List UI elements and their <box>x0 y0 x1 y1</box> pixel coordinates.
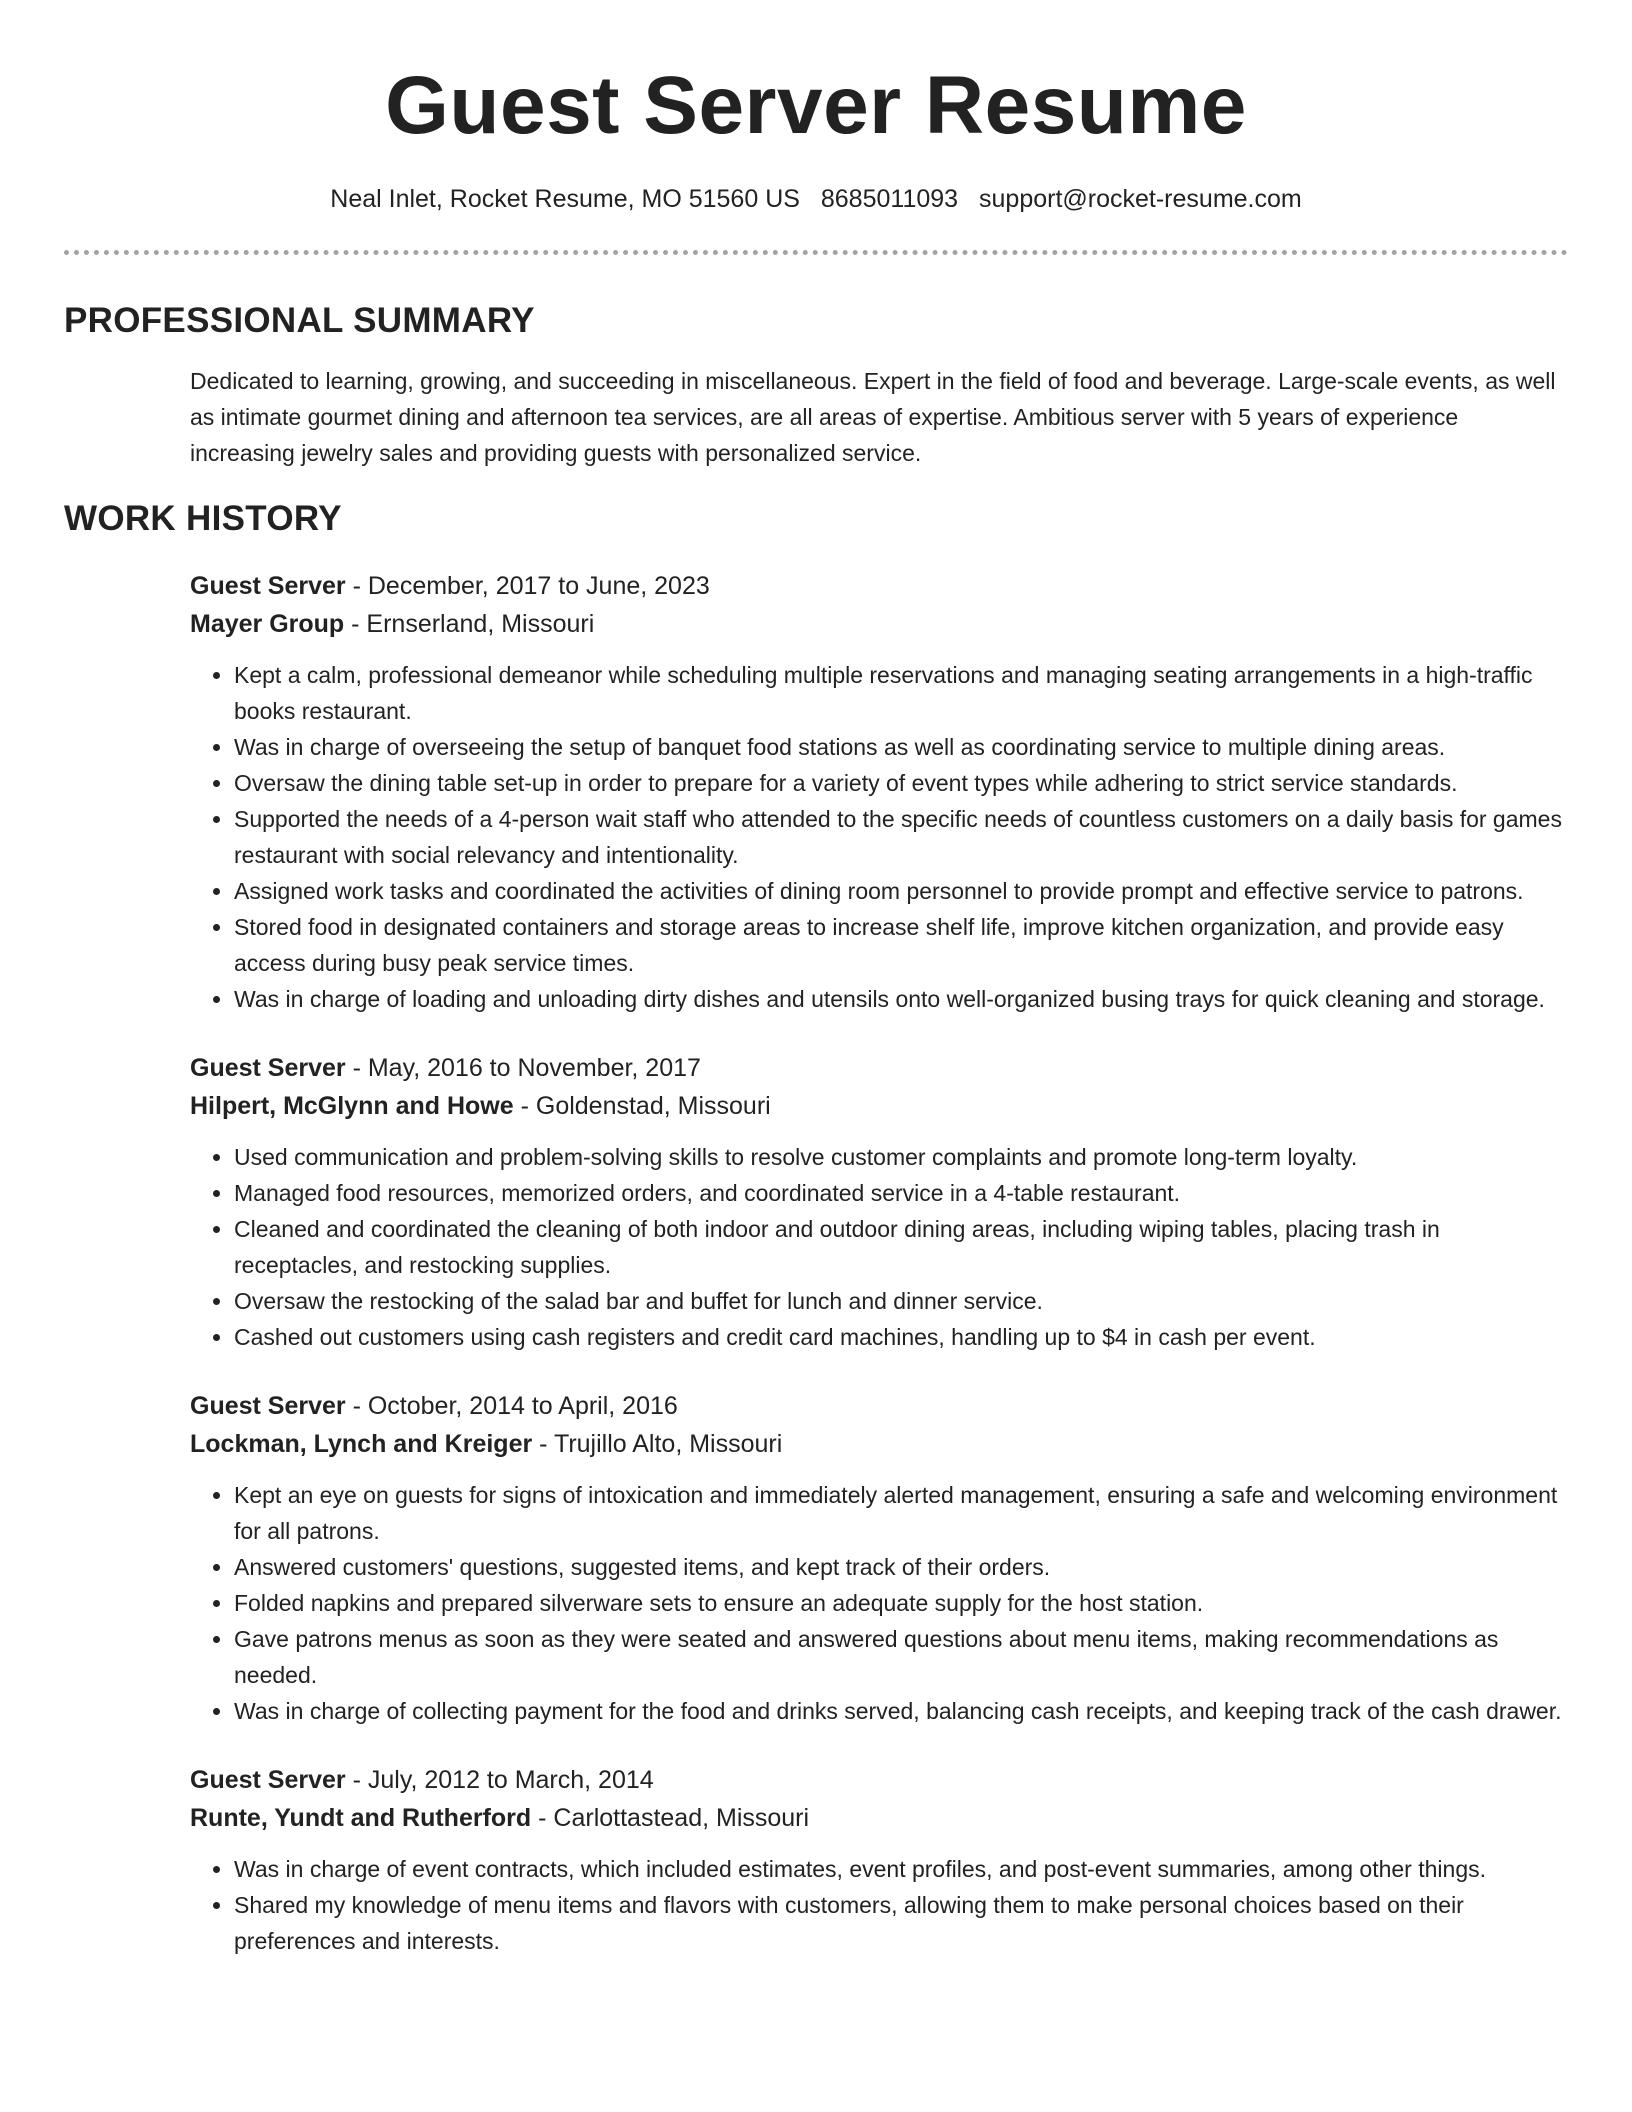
summary-text: Dedicated to learning, growing, and succeeding in miscellaneous. Expert in the field of food and beverage. Large-scale events, as well as intimate gourmet dining and afternoon tea services, are all areas of expertise. Ambitious server with 5 years of experience increasing jewelry sales and providing guests with personalized service. <box>190 368 1556 466</box>
job-title: Guest Server <box>190 572 346 600</box>
job-bullet: • Kept an eye on guests for signs of intoxication and immediately alerted management, ensuring a safe and welcoming environment for all patrons. <box>234 1477 1568 1549</box>
job-bullet: • Kept a calm, professional demeanor while scheduling multiple reservations and managing seating arrangements in a high-traffic books restaurant. <box>234 657 1568 729</box>
job-bullet: • Supported the needs of a 4-person wait staff who attended to the specific needs of countless customers on a daily basis for games restaurant with social relevancy and intentionality. <box>234 801 1568 873</box>
job-company-line <box>190 1087 1568 1125</box>
job-company: Mayer Group <box>190 610 345 638</box>
job-entry <box>190 567 1568 1017</box>
job-entry <box>190 1761 1568 1959</box>
job-company-line <box>190 1425 1568 1463</box>
job-dates: - July, 2012 to March, 2014 <box>345 1766 654 1794</box>
job-company: Hilpert, McGlynn and Howe <box>190 1092 514 1120</box>
job-company: Lockman, Lynch and Kreiger <box>190 1430 533 1458</box>
work-history-heading: WORK HISTORY <box>64 499 342 538</box>
job-bullet: • Oversaw the dining table set-up in order to prepare for a variety of event types while adhering to strict service standards. <box>234 765 1568 801</box>
summary-heading: PROFESSIONAL SUMMARY <box>64 301 535 340</box>
job-title: Guest Server <box>190 1392 346 1420</box>
job-bullet: • Used communication and problem-solving skills to resolve customer complaints and promote long-term loyalty. <box>234 1139 1568 1175</box>
job-bullet: • Was in charge of overseeing the setup of banquet food stations as well as coordinating service to multiple dining areas. <box>234 729 1568 765</box>
job-dates: - December, 2017 to June, 2023 <box>345 572 710 600</box>
job-company-line <box>190 1799 1568 1837</box>
job-bullets <box>190 1477 1568 1729</box>
job-bullet: • Was in charge of loading and unloading dirty dishes and utensils onto well-organized busing trays for quick cleaning and storage. <box>234 981 1568 1017</box>
job-bullet: • Shared my knowledge of menu items and flavors with customers, allowing them to make personal choices based on their preferences and interests. <box>234 1887 1568 1959</box>
job-bullet: • Was in charge of event contracts, which included estimates, event profiles, and post-event summaries, among other things. <box>234 1851 1568 1887</box>
job-title-line <box>190 567 1568 605</box>
job-dates: - May, 2016 to November, 2017 <box>345 1054 701 1082</box>
job-title-line <box>190 1049 1568 1087</box>
job-bullet: • Gave patrons menus as soon as they were seated and answered questions about menu items, making recommendations as needed. <box>234 1621 1568 1693</box>
job-bullet: • Assigned work tasks and coordinated the activities of dining room personnel to provide prompt and effective service to patrons. <box>234 873 1568 909</box>
job-company-line <box>190 605 1568 643</box>
job-title: Guest Server <box>190 1054 346 1082</box>
job-bullet: • Was in charge of collecting payment for the food and drinks served, balancing cash receipts, and keeping track of the cash drawer. <box>234 1693 1568 1729</box>
job-location: - Trujillo Alto, Missouri <box>532 1430 783 1458</box>
job-bullet: • Cleaned and coordinated the cleaning of both indoor and outdoor dining areas, including wiping tables, placing trash in receptacles, and restocking supplies. <box>234 1211 1568 1283</box>
work-history-list <box>190 567 1568 1959</box>
job-bullet: • Cashed out customers using cash registers and credit card machines, handling up to $4 in cash per event. <box>234 1319 1568 1355</box>
job-bullet: • Folded napkins and prepared silverware sets to ensure an adequate supply for the host station. <box>234 1585 1568 1621</box>
job-bullet: • Managed food resources, memorized orders, and coordinated service in a 4-table restaurant. <box>234 1175 1568 1211</box>
job-bullet: • Oversaw the restocking of the salad bar and buffet for lunch and dinner service. <box>234 1283 1568 1319</box>
job-bullet: • Answered customers' questions, suggested items, and kept track of their orders. <box>234 1549 1568 1585</box>
job-entry <box>190 1387 1568 1729</box>
job-bullets <box>190 1851 1568 1959</box>
job-title-line <box>190 1387 1568 1425</box>
job-bullet: • Stored food in designated containers and storage areas to increase shelf life, improve kitchen organization, and provide easy access during busy peak service times. <box>234 909 1568 981</box>
contact-phone: 8685011093 <box>820 185 959 213</box>
resume-title: Guest Server Resume <box>385 60 1247 151</box>
job-bullets <box>190 657 1568 1017</box>
job-title-line <box>190 1761 1568 1799</box>
job-location: - Ernserland, Missouri <box>344 610 595 638</box>
contact-email: support@rocket-resume.com <box>979 185 1302 213</box>
job-dates: - October, 2014 to April, 2016 <box>345 1392 678 1420</box>
job-bullets <box>190 1139 1568 1355</box>
job-location: - Carlottastead, Missouri <box>531 1804 810 1832</box>
header-divider <box>64 250 1568 255</box>
contact-address: Neal Inlet, Rocket Resume, MO 51560 US <box>330 185 800 213</box>
job-location: - Goldenstad, Missouri <box>513 1092 771 1120</box>
contact-line <box>64 182 1568 216</box>
job-entry <box>190 1049 1568 1355</box>
job-title: Guest Server <box>190 1766 346 1794</box>
job-company: Runte, Yundt and Rutherford <box>190 1804 532 1832</box>
